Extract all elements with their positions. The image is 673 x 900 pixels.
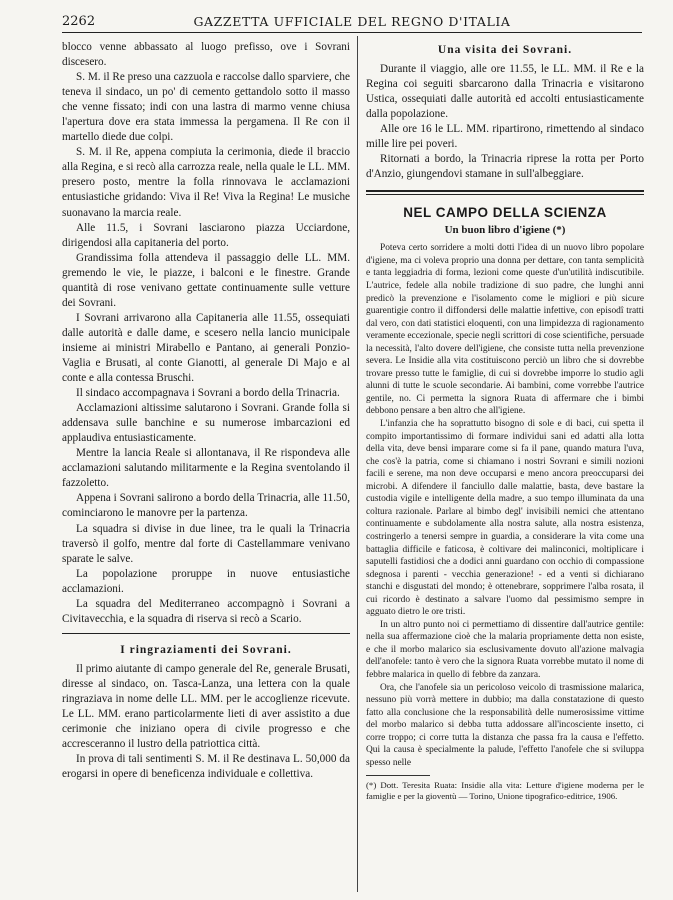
footnote: (*) Dott. Teresita Ruata: Insidie alla vita: Letture d'igiene moderna per le famiglie e per la gioventù — Torino, Unione tipografico-editrice, 1906. <box>366 780 644 802</box>
article-body <box>366 242 644 769</box>
paragraph: La squadra si divise in due linee, tra le quali la Trinacria traversò il golfo, mentre dal forte di Castellammare venivano sparate le salve. <box>62 522 350 565</box>
paragraph: Poteva certo sorridere a molti dotti l'idea di un nuovo libro popolare d'igiene, ma ci voleva proprio una donna per dettare, con tanta semplicità e tanta leggiadria di forma, lezioni come queste d'un'utilità indiscutibile. L'autrice, fedele alla nobile tradizione di suo padre, che lunghi anni predicò la prevenzione e l'isolamento come le migliori e più sicure guarentigie contro il diffondersi delle malattie infettive, con episodî tratti dal vero, con dati statistici eloquenti, con una limpidezza di ragionamento veramente eccezionale, specie negli scrittori di cose scientifiche, persuade la necessità, l'alto dovere dell'igiene, che consiste tutta nella prevenzione severa. Le Insidie alla vita costituiscono perciò un libro che si dovrebbe trovare presso tutte le famiglie, di cui si dovrebbe imporre lo studio agli alunni di tutte le scuole secondarie. Ai bambini, come vorrebbe l'autrice gentile, no. Ci permetta la signora Ruata di affermare che i bimbi debbono pensare a ben altro che all'igiene. <box>366 243 644 417</box>
paragraph: Alle 11.5, i Sovrani lasciarono piazza Ucciardone, dirigendosi alla capitaneria del porto. <box>62 221 350 249</box>
paragraph: In prova di tali sentimenti S. M. il Re destinava L. 50,000 da erogarsi in opere di beneficenza individuale e collettiva. <box>62 753 350 781</box>
page-number: 2262 <box>62 14 96 29</box>
left-column <box>62 40 350 892</box>
page-header <box>62 10 642 33</box>
paragraph: Acclamazioni altissime salutarono i Sovrani. Grande folla si addensava sulle banchine e su numerose imbarcazioni ed applaudiva entusiasticamente. <box>62 402 350 445</box>
paragraph: Il primo aiutante di campo generale del Re, generale Brusati, diresse al sindaco, on. Tasca-Lanza, una lettera con la quale ringraziava in nome delle LL. MM. per le accoglienze ricevute. Le LL. MM. erano particolarmente lieti di aver assistito a due cerimonie che iniziano opera di civile progresso e che accresceranno il lustro della patriottica città. <box>62 662 350 751</box>
gazette-title: GAZZETTA UFFICIALE DEL REGNO D'ITALIA <box>193 14 511 29</box>
paragraph: Ritornati a bordo, la Trinacria riprese la rotta per Porto d'Anzio, giungendovi stamane in sull'albeggiare. <box>366 153 644 181</box>
paragraph: L'infanzia che ha soprattutto bisogno di sole e di baci, cui spetta il compito importantissimo di formare individui sani ed adatti alla lotta della vita, deve bensì imparare come si fa il pane, quando matura l'uva, che cos'è la patria, come si chiamano i nostri Sovrani e simili nozioni facili e serene, ma non deve occuparsi e meno ancora preoccuparsi dei microbi. A difendere il fanciullo dalle malattie, basta, deve bastare la custodia vigile e intelligente della madre, a suo tempo illuminata da una coltura razionale. Parlare al bimbo degl' invisibili nemici che attentano continuamente e subdolamente alla nostra salute, alla nostra esistenza, costringerlo a tenersi sempre in guardia, a considerare la vita come una battaglia difficile e faticosa, è coltivare dei malinconici, moltiplicare i saputelli fastidiosi che a dodici anni guardano con occhio di compassione sdegnosa i parenti - vecchia generazione! - ed a venti si dichiarano stanchi e disgustati del mondo; è ottenebrare, sopprimere l'alba rosata, il cui ricordo è destinato a salvare l'uomo dal pessimismo sempre in agguato dietro le ore tristi. <box>366 419 644 618</box>
paragraph: In un altro punto noi ci permettiamo di dissentire dall'autrice gentile: nella sua affermazione cioè che la malaria propriamente detta non esiste, e che il morbo malarico sia esclusivamente dovuto all'azione malvagia dell'anofele: tanto è vero che la signora Ruata vorrebbe mutato il nome di febbre malarica in quello di febbre da zanzara. <box>366 619 644 680</box>
paragraph: Ora, che l'anofele sia un pericoloso veicolo di trasmissione malarica, nessuno più vorrà mettere in dubbio; ma dalla constatazione di questo fatto alla conclusione che la responsabilità delle numerosissime vittime del morbo malarico si debba tutta addossare all'incosciente insetto, ci corre troppo; ci corre tutta la distanza che passa fra la causa e l'effetto. Qui la causa è specialmente la palude, l'effetto l'anofele che si sviluppa spesso nelle <box>366 682 644 768</box>
section-divider <box>366 190 644 192</box>
right-column <box>366 40 644 892</box>
section-title-visit: Una visita dei Sovrani. <box>437 44 573 56</box>
paragraph: Mentre la lancia Reale si allontanava, il Re rispondeva alle acclamazioni salutando militarmente e la Regina sventolando il fazzoletto. <box>62 447 350 490</box>
article-subtitle: Un buon libro d'igiene (*) <box>444 224 566 237</box>
paragraph: Grandissima folla attendeva il passaggio delle LL. MM. gremendo le vie, le piazze, i balconi e le finestre. Grande quantità di rose venivano gettate continuamente sulle vetture dei Sovrani. <box>62 251 350 309</box>
paragraph: Il sindaco accompagnava i Sovrani a bordo della Trinacria. <box>76 387 340 400</box>
section-title-thanks: I ringraziamenti dei Sovrani. <box>120 643 292 656</box>
paragraph: Alle ore 16 le LL. MM. ripartirono, rimettendo al sindaco mille lire pei poveri. <box>366 123 644 151</box>
paragraph: blocco venne abbassato al luogo prefisso, ove i Sovrani discesero. <box>62 41 350 69</box>
footnote-divider <box>366 775 430 776</box>
paragraph: Appena i Sovrani salirono a bordo della Trinacria, alle 11.50, cominciarono le manovre per la partenza. <box>62 492 350 520</box>
paragraph: I Sovrani arrivarono alla Capitaneria alle 11.55, ossequiati dalle autorità e dalle dame, e scesero nella lancio municipale insieme ai ministri Mirabello e Pantano, ai generali Ponzio-Vaglia e Brusati, al conte Gianotti, al generale Di Majo e al conte e alla contessa Bruschi. <box>62 311 350 385</box>
paragraph: La popolazione proruppe in nuove entusiastiche acclamazioni. <box>62 567 350 595</box>
paragraph: La squadra del Mediterraneo accompagnò i Sovrani a Civitavecchia, e la squadra di riserva si recò a Scario. <box>62 597 350 625</box>
paragraph: S. M. il Re preso una cazzuola e raccolse dallo sparviere, che teneva il sindaco, un po' di cemento gettandolo sotto il masso che venne fissato; indi con una lastra di marmo venne chiusa l'apertura dove era stata immessa la pergamena. Il Re con il martello diede due colpi. <box>62 71 350 144</box>
paragraph: S. M. il Re, appena compiuta la cerimonia, diede il braccio alla Regina, e si recò alla carrozza reale, nella quale le LL. MM. presero posto, mentre la folla rinnovava le acclamazioni entusiastiche gridando: Viva il Re! Viva la Regina! Le musiche suonavano la marcia reale. <box>62 146 350 219</box>
section-divider <box>366 194 644 195</box>
column-divider <box>357 36 358 892</box>
section-divider <box>62 633 350 634</box>
science-section-title: NEL CAMPO DELLA SCIENZA <box>403 205 607 221</box>
paragraph: Durante il viaggio, alle ore 11.55, le LL. MM. il Re e la Regina coi seguiti sbarcarono dalla Trinacria e visitarono Ustica, ossequiati dalle autorità ed accolti entusiasticamente dalla popolazione. <box>366 63 644 121</box>
